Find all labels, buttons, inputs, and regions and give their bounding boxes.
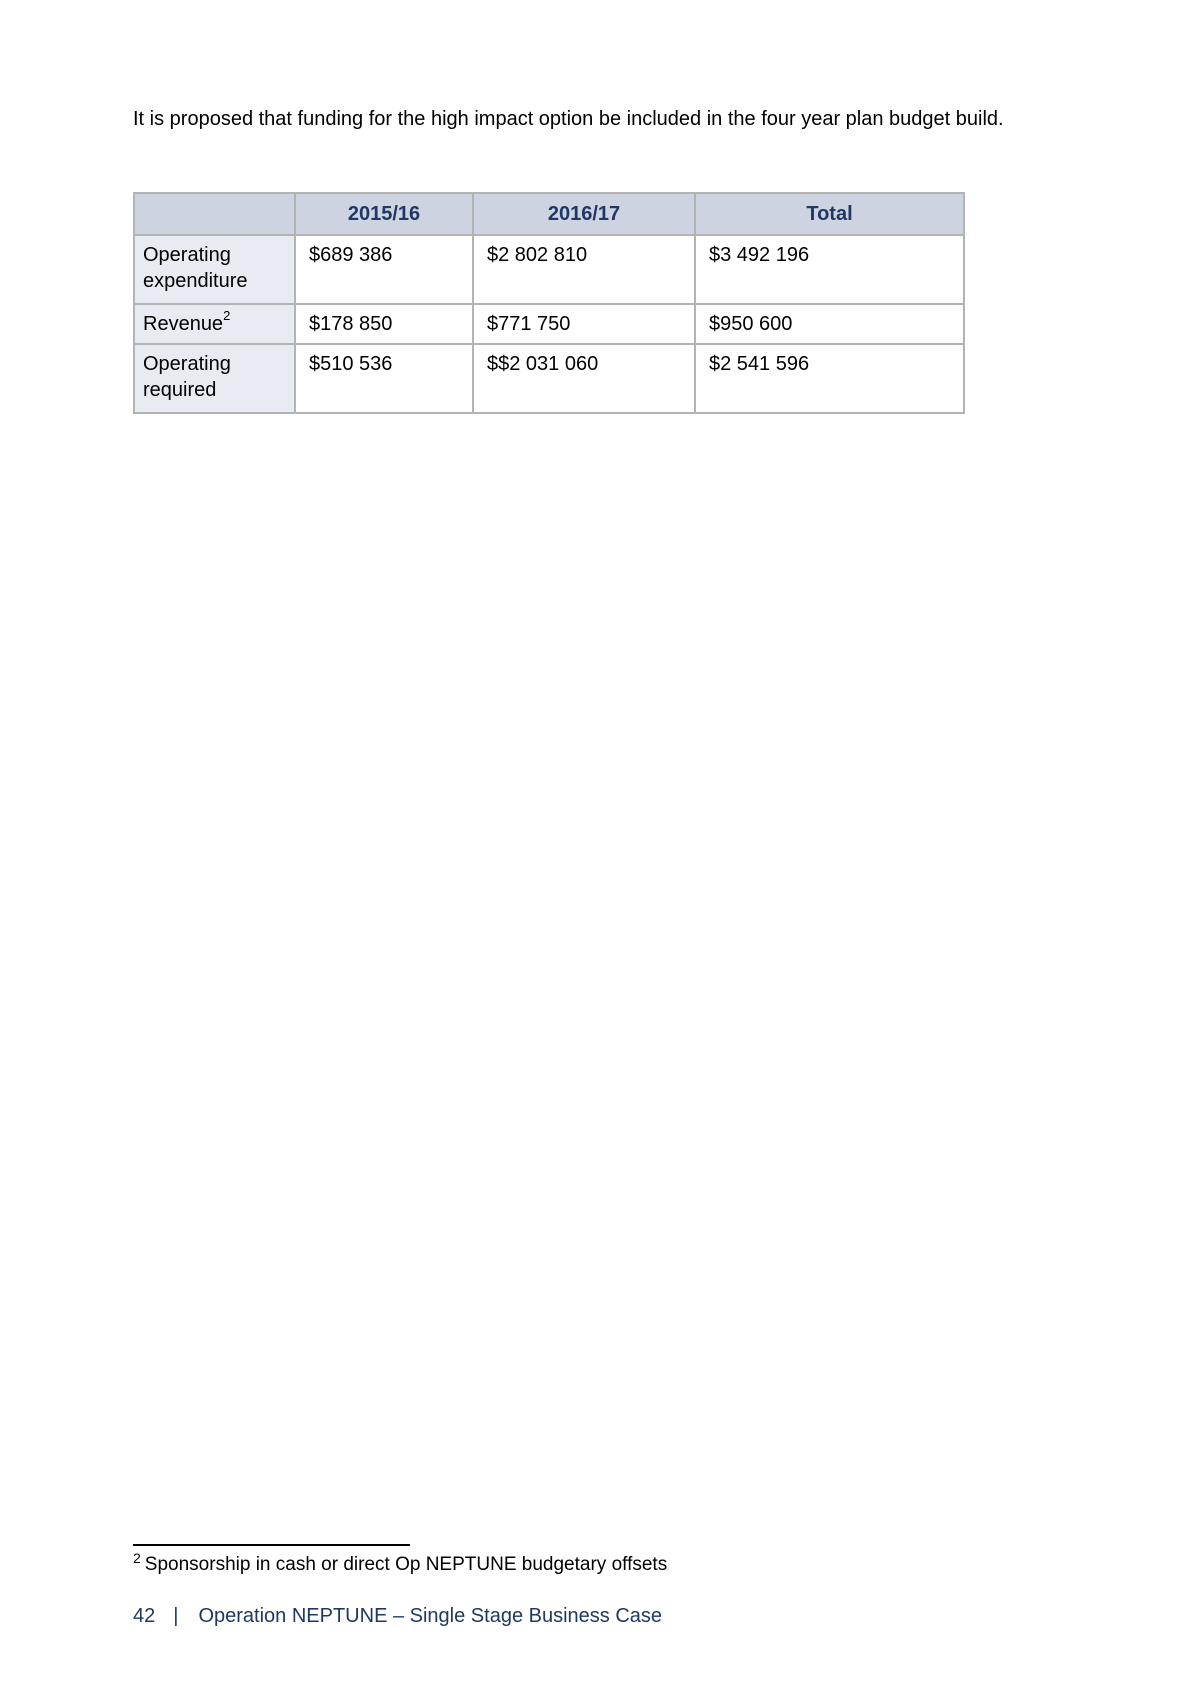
- cell-value: $510 536: [295, 344, 473, 413]
- row-label-operating-expenditure: [134, 235, 295, 304]
- row-label-text: Operating required: [143, 353, 231, 401]
- page-number: 42: [133, 1605, 156, 1627]
- footer-separator: |: [173, 1605, 179, 1627]
- header-cell-2015-16: 2015/16: [295, 193, 473, 235]
- cell-value: $771 750: [473, 304, 695, 344]
- row-label-revenue: [134, 304, 295, 344]
- footnote-marker: 2: [133, 1549, 141, 1566]
- cell-value: $178 850: [295, 304, 473, 344]
- table-row: [134, 235, 964, 304]
- page-footer: [133, 1603, 662, 1629]
- table-row: [134, 304, 964, 344]
- cell-value: $689 386: [295, 235, 473, 304]
- cell-value: $3 492 196: [695, 235, 964, 304]
- header-cell-total: Total: [695, 193, 964, 235]
- header-cell-blank: [134, 193, 295, 235]
- table-header-row: [134, 193, 964, 235]
- footnote-separator-rule: [133, 1544, 410, 1546]
- intro-paragraph: It is proposed that funding for the high impact option be included in the four year plan budget build.: [133, 108, 1004, 130]
- cell-value: $950 600: [695, 304, 964, 344]
- footnote: [133, 1549, 668, 1577]
- footnote-ref: 2: [223, 308, 231, 324]
- cell-value: $2 802 810: [473, 235, 695, 304]
- footer-title: Operation NEPTUNE – Single Stage Business Case: [198, 1605, 663, 1627]
- row-label-text: Revenue: [143, 313, 224, 335]
- row-label-operating-required: [134, 344, 295, 413]
- cell-value: $$2 031 060: [473, 344, 695, 413]
- budget-table: [133, 192, 965, 414]
- cell-value: $2 541 596: [695, 344, 964, 413]
- row-label-text: Operating expenditure: [143, 244, 248, 292]
- table-row: [134, 344, 964, 413]
- header-cell-2016-17: 2016/17: [473, 193, 695, 235]
- footnote-text: Sponsorship in cash or direct Op NEPTUNE budgetary offsets: [144, 1554, 668, 1575]
